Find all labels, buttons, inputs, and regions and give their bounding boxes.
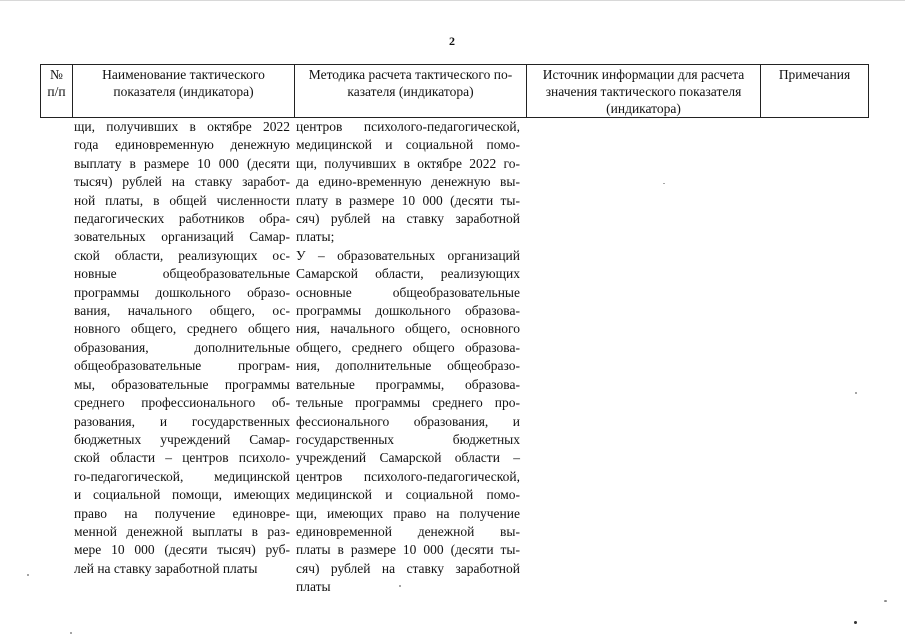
calculation-method-line: Самарской области, реализующих bbox=[296, 266, 520, 282]
scan-speck bbox=[884, 600, 887, 602]
indicator-name-line: ной платы, в общей численности bbox=[74, 192, 290, 208]
indicator-name-line: программы дошкольного образо- bbox=[74, 284, 290, 300]
indicator-name-line: мере 10 000 (десяти тысяч) руб- bbox=[74, 542, 290, 558]
indicator-name-text bbox=[74, 118, 290, 578]
indicator-name-line: и социальной помощи, имеющих bbox=[74, 487, 290, 503]
header-cell-calculation-method: Методика расчета тактического по-казателя (индикатора) bbox=[295, 65, 527, 118]
scan-speck bbox=[27, 574, 29, 576]
calculation-method-line: тельные программы среднего про- bbox=[296, 395, 520, 411]
header-cell-indicator-name: Наименование тактического показателя (индикатора) bbox=[73, 65, 295, 118]
calculation-method-line: государственных бюджетных bbox=[296, 431, 520, 447]
scan-speck bbox=[855, 392, 857, 394]
indicator-name-line: лей на ставку заработной платы bbox=[74, 560, 258, 576]
indicator-name-line: ской области, реализующих ос- bbox=[74, 247, 290, 263]
header-cell-number: № п/п bbox=[41, 65, 73, 118]
calculation-method-line: фессионального образования, и bbox=[296, 413, 520, 429]
calculation-method-line: У – образовательных организаций bbox=[296, 247, 520, 263]
calculation-method-line: общего, среднего общего образова- bbox=[296, 339, 520, 355]
indicator-name-line: вания, начального общего, ос- bbox=[74, 303, 290, 319]
indicator-name-line: тысяч) рублей на ставку заработ- bbox=[74, 174, 290, 190]
indicator-name-line: новного общего, среднего общего bbox=[74, 321, 290, 337]
calculation-method-line: вательные программы, образова- bbox=[296, 376, 520, 392]
calculation-method-line: щи, получивших в октябре 2022 го- bbox=[296, 155, 520, 171]
scan-top-edge bbox=[0, 0, 905, 1]
calculation-method-line: ния, дополнительные общеобразо- bbox=[296, 358, 520, 374]
indicator-name-line: новные общеобразовательные bbox=[74, 266, 290, 282]
table-header bbox=[40, 64, 869, 118]
indicator-name-line: мы, образовательные программы bbox=[74, 376, 290, 392]
indicator-name-line: среднего профессионального об- bbox=[74, 395, 290, 411]
calculation-method-line: платы в размере 10 000 (десяти ты- bbox=[296, 542, 520, 558]
indicator-name-line: ской области – центров психоло- bbox=[74, 450, 290, 466]
calculation-method-line: сяч) рублей на ставку заработной bbox=[296, 211, 520, 227]
scan-speck bbox=[70, 632, 72, 634]
indicator-name-line: выплату в размере 10 000 (десяти bbox=[74, 155, 290, 171]
indicator-name-line: года единовременную денежную bbox=[74, 137, 290, 153]
calculation-method-line: программы дошкольного образова- bbox=[296, 303, 520, 319]
calculation-method-line: единовременной денежной вы- bbox=[296, 523, 520, 539]
indicator-name-line: бюджетных учреждений Самар- bbox=[74, 431, 290, 447]
calculation-method-line: плату в размере 10 000 (десяти ты- bbox=[296, 192, 520, 208]
table-header-row bbox=[41, 65, 869, 118]
scan-speck bbox=[854, 621, 857, 624]
indicator-name-line: образования, дополнительные bbox=[74, 339, 290, 355]
calculation-method-line: центров психолого-педагогической, bbox=[296, 468, 520, 484]
indicator-name-line: право на получение единовре- bbox=[74, 505, 290, 521]
calculation-method-line: платы; bbox=[296, 229, 335, 245]
calculation-method-line: учреждений Самарской области – bbox=[296, 450, 520, 466]
header-cell-information-source: Источник информации для расчета значения тактического показателя (индикатора) bbox=[527, 65, 761, 118]
calculation-method-line: ния, начального общего, основного bbox=[296, 321, 520, 337]
calculation-method-line: щи, имеющих право на получение bbox=[296, 505, 520, 521]
calculation-method-text bbox=[296, 118, 520, 597]
indicator-name-line: разования, и государственных bbox=[74, 413, 290, 429]
indicator-name-line: общеобразовательные програм- bbox=[74, 358, 290, 374]
scan-speck bbox=[399, 585, 401, 587]
calculation-method-line: медицинской и социальной помо- bbox=[296, 137, 520, 153]
calculation-method-line: основные общеобразовательные bbox=[296, 284, 520, 300]
calculation-method-line: платы bbox=[296, 579, 331, 595]
header-cell-notes: Примечания bbox=[761, 65, 869, 118]
calculation-method-line: медицинской и социальной помо- bbox=[296, 487, 520, 503]
page-number: 2 bbox=[449, 34, 455, 48]
indicator-name-line: го-педагогической, медицинской bbox=[74, 468, 290, 484]
calculation-method-line: центров психолого-педагогической, bbox=[296, 119, 520, 134]
indicator-name-line: щи, получивших в октябре 2022 bbox=[74, 119, 290, 134]
indicator-name-line: зовательных организаций Самар- bbox=[74, 229, 290, 245]
scan-speck bbox=[663, 183, 665, 184]
indicator-name-line: менной денежной выплаты в раз- bbox=[74, 523, 290, 539]
calculation-method-line: да едино-временную денежную вы- bbox=[296, 174, 520, 190]
calculation-method-line: сяч) рублей на ставку заработной bbox=[296, 560, 520, 576]
indicator-name-line: педагогических работников обра- bbox=[74, 211, 290, 227]
